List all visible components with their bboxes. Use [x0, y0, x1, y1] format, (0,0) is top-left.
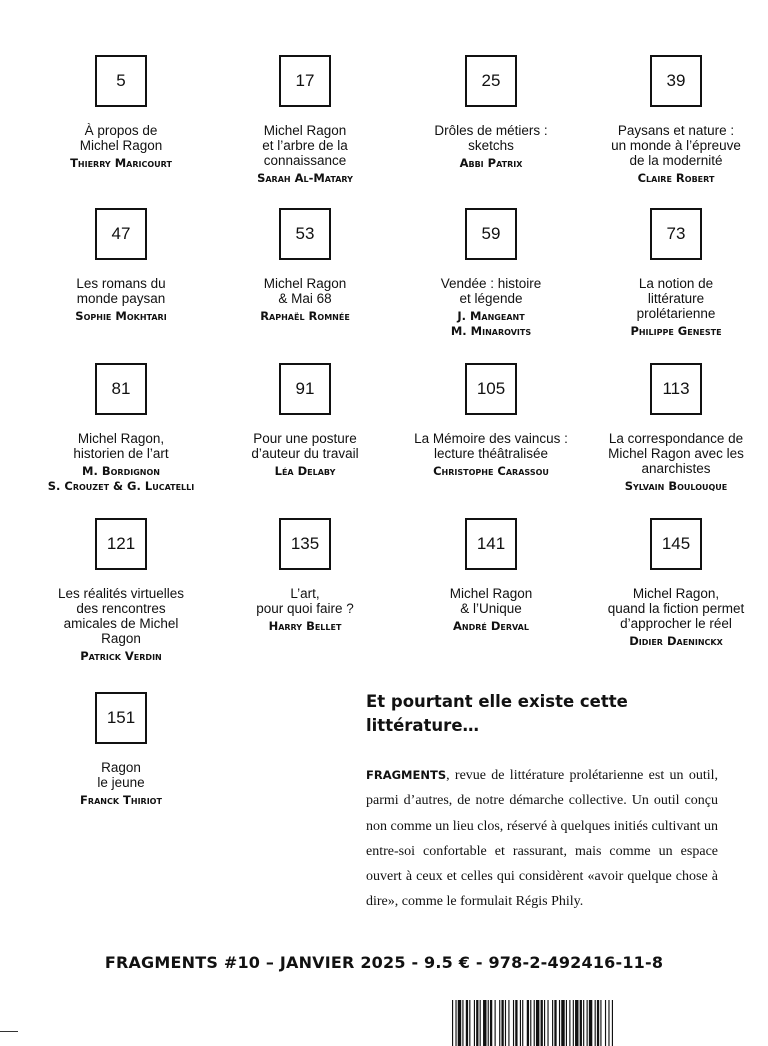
page-number-box: 47 — [95, 208, 147, 260]
article-title: La notion de littérature prolétarienne — [636, 276, 716, 321]
page-number-box: 59 — [465, 208, 517, 260]
page-number-box: 17 — [279, 55, 331, 107]
page-number-box: 53 — [279, 208, 331, 260]
page-number-box: 121 — [95, 518, 147, 570]
barcode-bar — [541, 1000, 543, 1046]
barcode-bar — [513, 1000, 514, 1046]
page-number-box: 135 — [279, 518, 331, 570]
article-title: Michel Ragon, quand la fiction permet d’approcher le réel — [607, 586, 745, 631]
article-title: Ragon le jeune — [97, 760, 145, 790]
page-number-box: 5 — [95, 55, 147, 107]
article-title: L’art, pour quoi faire ? — [256, 586, 354, 616]
barcode-bar — [505, 1000, 506, 1046]
barcode-bar — [499, 1000, 500, 1046]
article-title: Vendée : histoire et légende — [440, 276, 542, 306]
article-title: Pour une posture d’auteur du travail — [251, 431, 359, 461]
page-number-box: 151 — [95, 692, 147, 744]
barcode-bar — [544, 1000, 545, 1046]
barcode-bar — [480, 1000, 481, 1046]
intro-paragraph — [366, 763, 718, 915]
article-author: J. Mangeant M. Minarovits — [450, 309, 532, 338]
toc-entry — [213, 55, 397, 186]
barcode-bar — [566, 1000, 567, 1046]
barcode-bar — [476, 1000, 478, 1046]
barcode-bar — [527, 1000, 529, 1046]
barcode-bar — [534, 1000, 535, 1046]
article-title: Les réalités virtuelles des rencontres amicales de Michel Ragon — [57, 586, 185, 646]
barcode-bar — [522, 1000, 523, 1046]
barcode-bar — [469, 1000, 470, 1046]
barcode-bar — [559, 1000, 560, 1046]
toc-entry — [213, 363, 397, 479]
page-number-box: 81 — [95, 363, 147, 415]
barcode-bar — [608, 1000, 609, 1046]
toc-entry — [584, 208, 768, 339]
toc-entry — [213, 208, 397, 324]
barcode-bar — [458, 1000, 461, 1046]
article-author: André Derval — [453, 619, 529, 633]
article-author: Patrick Verdin — [80, 649, 162, 663]
barcode-bar — [600, 1000, 601, 1046]
divider — [0, 1031, 18, 1032]
article-author: Harry Bellet — [268, 619, 342, 633]
toc-entry — [29, 363, 213, 494]
article-title: Les romans du monde paysan — [76, 276, 166, 306]
article-title: Drôles de métiers : sketchs — [434, 123, 548, 153]
article-author: M. Bordignon S. Crouzet & G. Lucatelli — [47, 464, 195, 493]
barcode-bar — [536, 1000, 539, 1046]
article-author: Sylvain Boulouque — [624, 479, 728, 493]
barcode-bar — [589, 1000, 592, 1046]
intro-heading: Et pourtant elle existe cette littérature… — [366, 692, 628, 735]
barcode-bar — [552, 1000, 553, 1046]
barcode-bar — [547, 1000, 548, 1046]
barcode-bar — [452, 1000, 453, 1046]
barcode-bar — [520, 1000, 521, 1046]
brand-name: FRAGMENTS — [366, 768, 447, 782]
article-author: Franck Thiriot — [80, 793, 162, 807]
barcode-bar — [466, 1000, 468, 1046]
issue-line: FRAGMENTS #10 – JANVIER 2025 - 9.5 € - 978-2-492416-11-8 — [104, 953, 664, 972]
barcode-bar — [488, 1000, 489, 1046]
page-number-box: 39 — [650, 55, 702, 107]
barcode-bar — [575, 1000, 578, 1046]
article-title: Michel Ragon, historien de l’art — [73, 431, 169, 461]
article-title: Michel Ragon & l’Unique — [449, 586, 533, 616]
barcode-bar — [495, 1000, 496, 1046]
barcode-bar — [474, 1000, 475, 1046]
article-title: Michel Ragon & Mai 68 — [263, 276, 347, 306]
article-title: Paysans et nature : un monde à l’épreuve de la modernité — [611, 123, 741, 168]
article-author: Sophie Mokhtari — [75, 309, 167, 323]
toc-entry — [399, 208, 583, 339]
intro-text: , revue de littérature prolétarienne est un outil, parmi d’autres, de notre démarche collective. Un outil conçu non comme un lieu clos, réservé à quelques initiés cultivant un entre-soi confortable et rassurant, mais comme un espace ouvert à ceux et celles qui considèrent «avoir quelque chose à dire», comme le formulait Régis Phily. — [366, 768, 718, 910]
article-author: Raphaël Romnée — [260, 309, 350, 323]
barcode-bar — [501, 1000, 503, 1046]
barcode-bar — [597, 1000, 599, 1046]
barcode-bar — [580, 1000, 582, 1046]
barcode-bar — [595, 1000, 596, 1046]
article-title: La Mémoire des vaincus : lecture théâtralisée — [414, 431, 568, 461]
article-title: Michel Ragon et l’arbre de la connaissance — [262, 123, 348, 168]
article-author: Christophe Carassou — [433, 464, 549, 478]
barcode-bar — [483, 1000, 486, 1046]
page-number-box: 73 — [650, 208, 702, 260]
article-author: Sarah Al-Matary — [257, 171, 353, 185]
barcode-bar — [462, 1000, 463, 1046]
toc-entry — [584, 363, 768, 494]
toc-entry — [399, 363, 583, 479]
page-number-box: 105 — [465, 363, 517, 415]
article-title: À propos de Michel Ragon — [79, 123, 163, 153]
barcode-bar — [612, 1000, 613, 1046]
toc-entry — [213, 518, 397, 634]
barcode-bar — [561, 1000, 564, 1046]
toc-entry — [29, 692, 213, 808]
page-number-box: 25 — [465, 55, 517, 107]
page-number-box: 145 — [650, 518, 702, 570]
page-number-box: 141 — [465, 518, 517, 570]
toc-entry — [29, 208, 213, 324]
toc-entry — [29, 518, 213, 664]
article-author: Léa Delaby — [274, 464, 336, 478]
article-author: Abbi Patrix — [459, 156, 523, 170]
barcode-bar — [605, 1000, 606, 1046]
barcode-bar — [530, 1000, 531, 1046]
barcode-bar — [515, 1000, 517, 1046]
article-author: Didier Daeninckx — [629, 634, 723, 648]
toc-entry — [399, 55, 583, 171]
article-title: La correspondance de Michel Ragon avec les anarchistes — [608, 431, 744, 476]
toc-entry — [584, 518, 768, 649]
toc-entry — [399, 518, 583, 634]
article-author: Claire Robert — [637, 171, 715, 185]
barcode-bar — [455, 1000, 456, 1046]
article-author: Philippe Geneste — [630, 324, 722, 338]
page-number-box: 91 — [279, 363, 331, 415]
barcode — [452, 1000, 668, 1046]
barcode-bar — [554, 1000, 556, 1046]
page-number-box: 113 — [650, 363, 702, 415]
barcode-bar — [583, 1000, 584, 1046]
barcode-bar — [490, 1000, 492, 1046]
article-author: Thierry Maricourt — [70, 156, 172, 170]
barcode-bar — [569, 1000, 570, 1046]
toc-entry — [29, 55, 213, 171]
barcode-bar — [508, 1000, 509, 1046]
barcode-bar — [587, 1000, 588, 1046]
barcode-bar — [573, 1000, 574, 1046]
toc-entry — [584, 55, 768, 186]
